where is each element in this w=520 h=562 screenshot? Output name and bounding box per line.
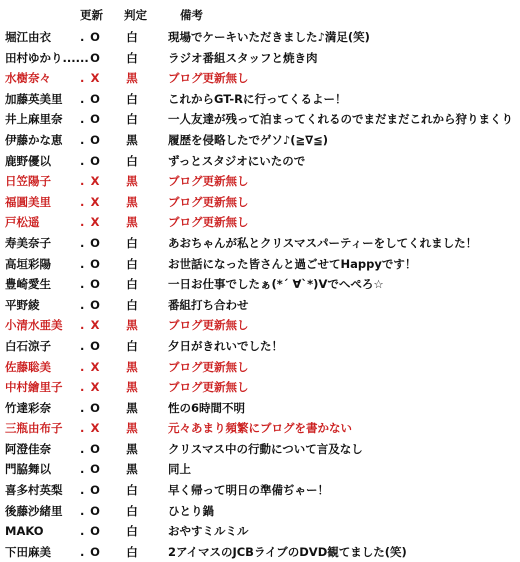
row-name: 白石涼子 — [5, 338, 51, 353]
row-note: お世話になった皆さんと過ごせてHappyです！ — [168, 256, 417, 271]
row-update-mark: O — [90, 30, 100, 44]
row-name: 阿澄佳奈 — [5, 441, 51, 456]
table-row — [0, 377, 520, 398]
row-note: 現場でケーキいただきました♪満足(笑) — [168, 30, 370, 44]
row-update-mark: X — [90, 71, 100, 86]
row-update-mark: O — [90, 462, 100, 477]
row-update-dot: . — [80, 338, 85, 353]
row-name: 下田麻美 — [5, 544, 51, 559]
row-judge: 黒 — [126, 421, 138, 436]
row-update-dot: . — [80, 71, 85, 86]
row-update-dot: . — [80, 194, 85, 209]
table-body — [0, 27, 520, 562]
row-note: 履歴を侵略したでゲソ♪(≧∇≦) — [168, 132, 329, 147]
row-update-dot: . — [80, 400, 85, 415]
row-name: 竹達彩奈 — [5, 400, 51, 415]
row-judge: 黒 — [126, 132, 138, 147]
row-update-mark: O — [90, 483, 100, 498]
row-note: ブログ更新無し — [168, 380, 249, 395]
table-row — [0, 439, 520, 460]
row-update-mark: X — [90, 359, 100, 374]
row-update-mark: X — [90, 380, 100, 395]
row-update-mark: O — [90, 256, 100, 271]
row-update-mark: O — [90, 91, 100, 106]
row-judge: 白 — [126, 483, 138, 498]
row-update-dot: . — [80, 297, 85, 312]
row-judge: 黒 — [126, 441, 138, 456]
row-name: MAKO — [5, 524, 44, 539]
row-update-mark: O — [90, 524, 100, 539]
row-update-dot: . — [80, 30, 85, 44]
row-name: 後藤沙緒里 — [5, 503, 63, 518]
row-note: ブログ更新無し — [168, 71, 249, 86]
row-judge: 白 — [126, 256, 138, 271]
table-row — [0, 459, 520, 480]
table-row — [0, 357, 520, 378]
table-row — [0, 171, 520, 192]
row-note: これからGT-Rに行ってくるよー！ — [168, 91, 347, 106]
row-note: ブログ更新無し — [168, 318, 249, 333]
row-name: 佐藤聡美 — [5, 359, 51, 374]
row-note: 早く帰って明日の準備ぢゃー！ — [168, 483, 329, 498]
row-name: 中村繪里子 — [5, 380, 63, 395]
row-update-dot: . — [80, 421, 85, 436]
row-name: 井上麻里奈 — [5, 112, 63, 127]
row-update-dot: . — [80, 132, 85, 147]
row-name: 小清水亜美 — [5, 318, 63, 333]
header-judge: 判定 — [124, 8, 147, 22]
table-row — [0, 130, 520, 151]
row-note: ブログ更新無し — [168, 174, 249, 189]
row-note: ひとり鍋 — [168, 503, 214, 518]
row-note: 元々あまり頻繁にブログを書かない — [168, 421, 352, 436]
table-header — [0, 3, 520, 25]
row-judge: 黒 — [126, 71, 138, 86]
row-note: ブログ更新無し — [168, 215, 249, 230]
table-row — [0, 542, 520, 562]
row-judge: 白 — [126, 112, 138, 127]
row-name: 福圓美里 — [5, 194, 51, 209]
row-update-mark: O — [90, 50, 100, 65]
row-note: 夕日がきれいでした！ — [168, 338, 283, 353]
row-judge: 白 — [126, 503, 138, 518]
table-row — [0, 418, 520, 439]
row-name: 堀江由衣 — [5, 30, 51, 44]
row-update-dot: . — [80, 483, 85, 498]
row-update-mark: X — [90, 421, 100, 436]
table-row — [0, 233, 520, 254]
row-update-dot: . — [80, 380, 85, 395]
row-update-dot: . — [80, 524, 85, 539]
table-row — [0, 501, 520, 522]
row-update-dot: . — [80, 318, 85, 333]
row-update-mark: O — [90, 338, 100, 353]
row-update-dot: . — [80, 544, 85, 559]
table-row — [0, 274, 520, 295]
table-row — [0, 27, 520, 48]
header-note: 備考 — [180, 8, 203, 22]
row-judge: 黒 — [126, 215, 138, 230]
row-update-mark: X — [90, 194, 100, 209]
row-update-mark: O — [90, 132, 100, 147]
row-name: 伊藤かな恵 — [5, 132, 63, 147]
table-row — [0, 68, 520, 89]
row-update-mark: O — [90, 441, 100, 456]
row-note: 一日お仕事でしたぁ(*´ ∀`*)Vでへぺろ☆ — [168, 277, 384, 292]
row-name: 平野綾 — [5, 297, 40, 312]
row-name: 門脇舞以 — [5, 462, 51, 477]
row-judge: 黒 — [126, 462, 138, 477]
row-note: 性の6時間不明 — [168, 400, 246, 415]
row-note: ブログ更新無し — [168, 194, 249, 209]
row-note: おやすミルミル — [168, 524, 249, 539]
row-update-dot: . — [80, 441, 85, 456]
row-judge: 黒 — [126, 380, 138, 395]
row-note: 番組打ち合わせ — [168, 297, 249, 312]
row-update-mark: O — [90, 400, 100, 415]
row-note: 2アイマスのJCBライブのDVD観てました(笑) — [168, 544, 407, 559]
row-note: あおちゃんが私とクリスマスパーティーをしてくれました！ — [168, 235, 478, 250]
row-judge: 黒 — [126, 400, 138, 415]
row-name: 水樹奈々 — [5, 71, 51, 86]
row-judge: 白 — [126, 153, 138, 168]
row-update-dot: . — [80, 462, 85, 477]
row-judge: 白 — [126, 544, 138, 559]
header-update: 更新 — [80, 8, 103, 22]
row-update-mark: O — [90, 277, 100, 292]
row-update-dot: . — [80, 277, 85, 292]
table-row — [0, 109, 520, 130]
row-judge: 黒 — [126, 174, 138, 189]
row-update-dot: . — [80, 256, 85, 271]
table-row — [0, 151, 520, 172]
row-update-mark: X — [90, 318, 100, 333]
row-update-dot: . — [80, 503, 85, 518]
row-note: ブログ更新無し — [168, 359, 249, 374]
row-judge: 黒 — [126, 359, 138, 374]
row-note: 一人友達が残って泊まってくれるのでまだまだこれから狩りまくり — [168, 112, 513, 127]
row-name: 豊崎愛生 — [5, 277, 51, 292]
row-name: 高垣彩陽 — [5, 256, 51, 271]
row-judge: 白 — [126, 91, 138, 106]
row-update-dot: . — [80, 215, 85, 230]
row-judge: 白 — [126, 50, 138, 65]
row-update-dot: . — [80, 235, 85, 250]
row-judge: 白 — [126, 524, 138, 539]
table-row — [0, 212, 520, 233]
table-row — [0, 480, 520, 501]
row-note: 同上 — [168, 462, 191, 477]
table-row — [0, 192, 520, 213]
row-update-mark: O — [90, 503, 100, 518]
row-name: 田村ゆかり...... — [5, 50, 89, 65]
row-note: ラジオ番組スタッフと焼き肉 — [168, 50, 318, 65]
row-judge: 黒 — [126, 318, 138, 333]
table-row — [0, 521, 520, 542]
row-update-dot: . — [80, 91, 85, 106]
row-name: 三瓶由布子 — [5, 421, 63, 436]
row-update-mark: O — [90, 297, 100, 312]
row-judge: 白 — [126, 297, 138, 312]
row-update-dot: . — [80, 174, 85, 189]
row-update-mark: X — [90, 174, 100, 189]
row-name: 戸松遥 — [5, 215, 40, 230]
row-name: 日笠陽子 — [5, 174, 51, 189]
table-row — [0, 254, 520, 275]
table-row — [0, 398, 520, 419]
row-name: 寿美奈子 — [5, 235, 51, 250]
row-judge: 白 — [126, 235, 138, 250]
row-update-mark: O — [90, 235, 100, 250]
row-name: 加藤英美里 — [5, 91, 63, 106]
row-name: 喜多村英梨 — [5, 483, 63, 498]
table-row — [0, 48, 520, 69]
row-update-mark: O — [90, 112, 100, 127]
row-update-dot: . — [80, 112, 85, 127]
row-update-mark: X — [90, 215, 100, 230]
table-row — [0, 295, 520, 316]
row-name: 鹿野優以 — [5, 153, 51, 168]
table-row — [0, 315, 520, 336]
row-judge: 白 — [126, 338, 138, 353]
row-update-mark: O — [90, 153, 100, 168]
row-update-dot: . — [80, 359, 85, 374]
table-row — [0, 336, 520, 357]
row-judge: 白 — [126, 277, 138, 292]
row-note: クリスマス中の行動について言及なし — [168, 441, 363, 456]
row-judge: 白 — [126, 30, 138, 44]
row-update-mark: O — [90, 544, 100, 559]
row-note: ずっとスタジオにいたので — [168, 153, 306, 168]
row-judge: 黒 — [126, 194, 138, 209]
table-row — [0, 89, 520, 110]
row-update-dot: . — [80, 153, 85, 168]
